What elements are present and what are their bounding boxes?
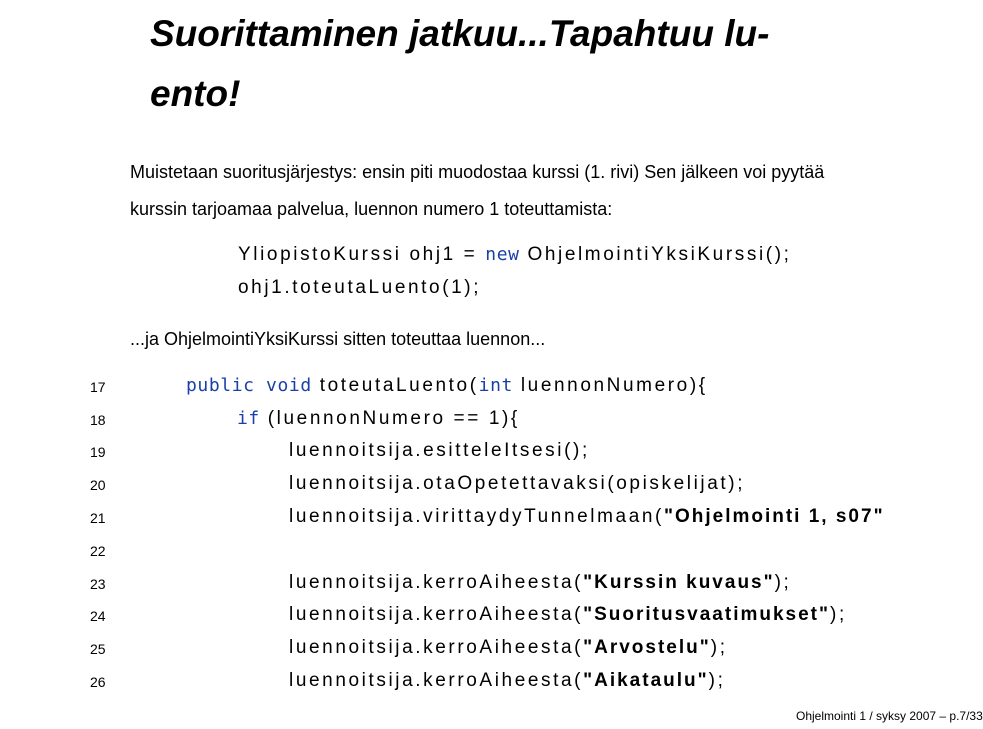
slide-title-line2: ento! (150, 73, 241, 114)
intro-line1: Muistetaan suoritusjärjestys: ensin piti muodostaa kurssi (1. rivi) Sen jälkeen voi pyytää (130, 162, 825, 182)
code-line-23-a: luennoitsija.kerroAiheesta( (289, 572, 584, 593)
line-number-19: 19 (90, 444, 106, 460)
string-literal: "Suoritusvaatimukset" (583, 604, 831, 625)
line-number-25: 25 (90, 641, 106, 657)
code-line-26-b: ); (708, 670, 726, 691)
slide-title (150, 4, 769, 124)
string-literal: "Arvostelu" (583, 637, 711, 658)
code-line-23-b: ); (774, 572, 792, 593)
intro-line2: kurssin tarjoamaa palvelua, luennon numero 1 toteuttamista: (130, 199, 613, 219)
code-line-24 (289, 604, 847, 626)
snippet-line1-b: OhjelmointiYksiKurssi(); (519, 244, 792, 265)
code-line-25-b: ); (710, 637, 728, 658)
line-number-26: 26 (90, 674, 106, 690)
code-line-26-a: luennoitsija.kerroAiheesta( (289, 670, 584, 691)
code-line-23 (289, 572, 791, 594)
slide-footer: Ohjelmointi 1 / syksy 2007 – p.7/33 (796, 709, 983, 723)
code-line-21 (289, 506, 885, 528)
code-line-17 (186, 375, 708, 397)
line-number-21: 21 (90, 510, 106, 526)
keyword-if: if (237, 408, 260, 429)
line-number-18: 18 (90, 412, 106, 428)
code-line-24-b: ); (830, 604, 847, 625)
code-line-25-a: luennoitsija.kerroAiheesta( (289, 637, 584, 658)
code-line-26 (289, 670, 725, 692)
line-number-20: 20 (90, 477, 106, 493)
middle-text: ...ja OhjelmointiYksiKurssi sitten toteuttaa luennon... (130, 329, 546, 349)
keyword-int: int (478, 375, 513, 396)
code-line-21-a: luennoitsija.virittaydyTunnelmaan( (289, 506, 664, 527)
code-line-17-a: toteutaLuento( (311, 375, 479, 396)
string-literal: "Ohjelmointi 1, s07" (663, 506, 885, 527)
slide-title-line1: Suorittaminen jatkuu...Tapahtuu lu- (150, 13, 770, 54)
string-literal: "Kurssin kuvaus" (583, 572, 775, 593)
code-line-25 (289, 637, 728, 659)
line-number-24: 24 (90, 608, 106, 624)
code-line-24-a: luennoitsija.kerroAiheesta( (289, 604, 584, 625)
line-number-22: 22 (90, 543, 106, 559)
code-line-20: luennoitsija.otaOpetettavaksi(opiskelijat); (289, 473, 746, 494)
snippet-line1-a: YliopistoKurssi ohj1 = (238, 244, 486, 265)
code-line-18-a: (luennonNumero == 1){ (259, 408, 520, 429)
code-line-19: luennoitsija.esitteleItsesi(); (289, 440, 590, 461)
snippet-line1 (238, 244, 792, 266)
code-line-18 (237, 408, 520, 430)
string-literal: "Aikataulu" (583, 670, 709, 691)
line-number-17: 17 (90, 379, 106, 395)
keyword-public-void: public void (186, 375, 312, 396)
snippet-line2: ohj1.toteutaLuento(1); (238, 277, 482, 298)
code-line-17-b: luennonNumero){ (512, 375, 708, 396)
line-number-23: 23 (90, 576, 106, 592)
keyword-new: new (485, 244, 520, 265)
